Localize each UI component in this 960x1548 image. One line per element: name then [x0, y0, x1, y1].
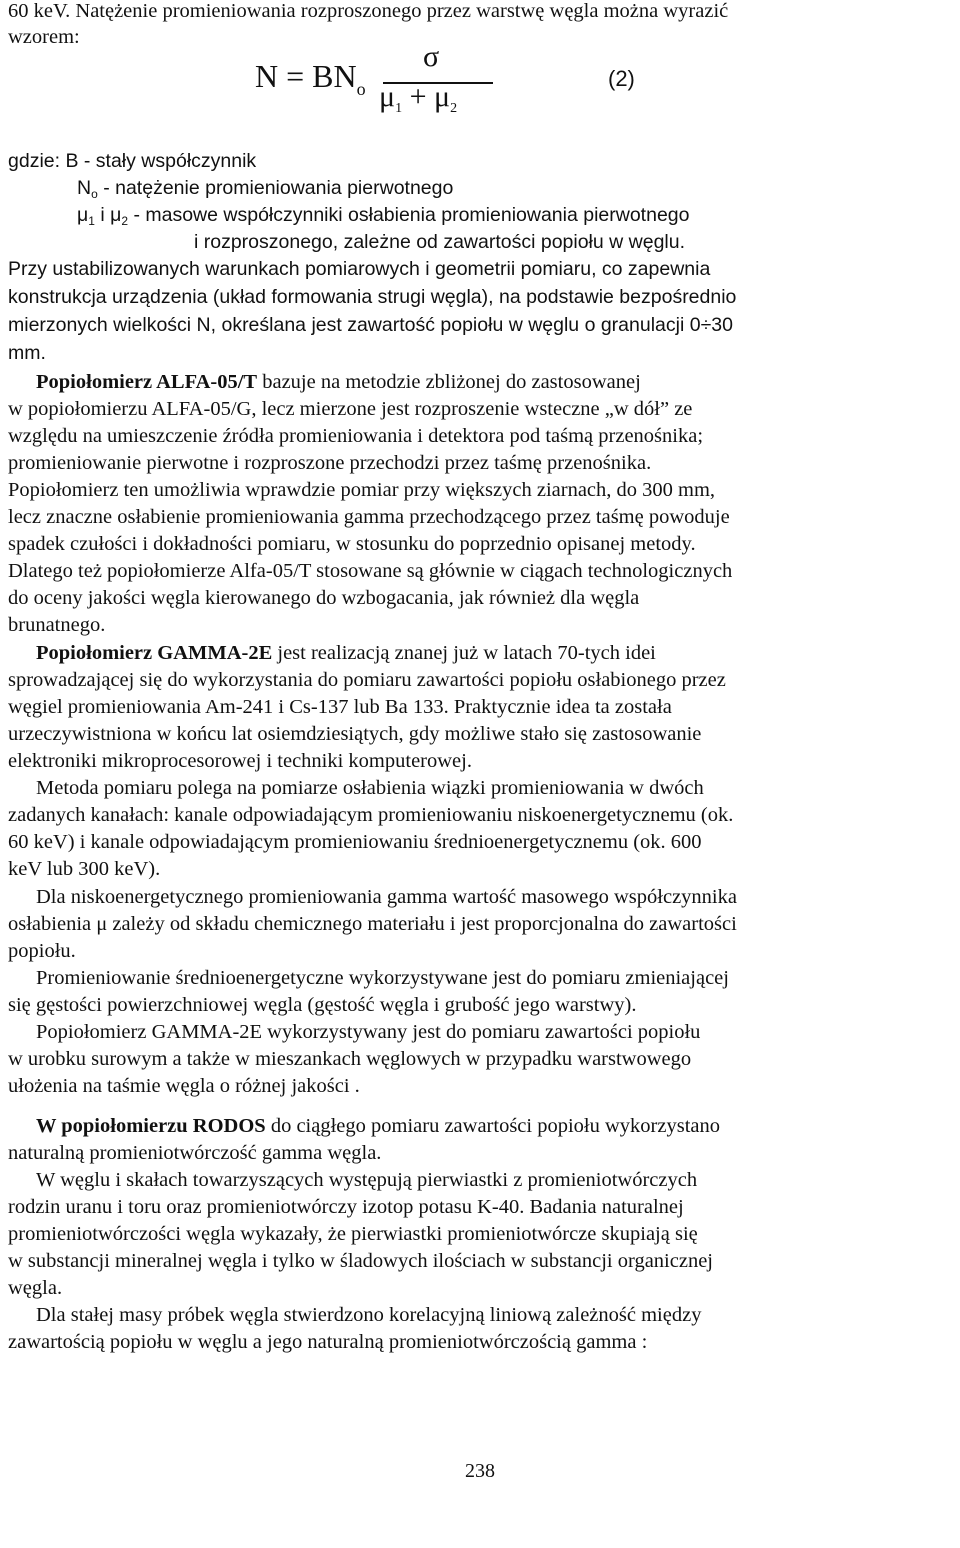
alfa-line: Dlatego też popiołomierze Alfa-05/T stosowane są głównie w ciągach technologicznych — [8, 560, 733, 582]
gamma-line: się gęstości powierzchniowej węgla (gęstość węgla i grubość jego warstwy). — [8, 994, 637, 1016]
legend-mu-cont: i rozproszonego, zależne od zawartości popiołu w węglu. — [194, 231, 686, 253]
para-line: konstrukcja urządzenia (układ formowania strugi węgla), na podstawie bezpośrednio — [8, 286, 737, 308]
alfa-line: brunatnego. — [8, 614, 106, 636]
intro-line-1: 60 keV. Natężenie promieniowania rozproszonego przez warstwę węgla można wyrazić — [8, 0, 729, 22]
rodos-line: Dla stałej masy próbek węgla stwierdzono korelacyjną liniową zależność między — [36, 1304, 702, 1326]
rodos-line: zawartością popiołu w węglu a jego naturalną promieniotwórczością gamma : — [8, 1331, 648, 1353]
gamma-heading-line: Popiołomierz GAMMA-2E jest realizacją znanej już w latach 70-tych idei — [36, 642, 656, 664]
equation-number: (2) — [608, 66, 635, 91]
alfa-line: lecz znaczne osłabienie promieniowania gamma przechodzącego przez taśmę powoduje — [8, 506, 730, 528]
gamma-line: w urobku surowym a także w mieszankach węglowych w przypadku warstwowego — [8, 1048, 692, 1070]
alfa-line: promieniowanie pierwotne i rozproszone przechodzi przez taśmę przenośnika. — [8, 452, 652, 474]
formula-numerator: σ — [423, 40, 440, 73]
alfa-line: spadek czułości i dokładności pomiaru, w stosunku do poprzednio opisanej metody. — [8, 533, 696, 555]
gamma-line: popiołu. — [8, 940, 76, 962]
gamma-bold: Popiołomierz GAMMA-2E — [36, 642, 273, 664]
para-line: mierzonych wielkości N, określana jest zawartość popiołu w węglu o granulacji 0÷30 — [8, 314, 733, 336]
gamma-line: sprowadzającej się do wykorzystania do pomiaru zawartości popiołu osłabionego przez — [8, 669, 726, 691]
rodos-line: promieniotwórczości węgla wykazały, że pierwiastki promieniotwórcze skupiają się — [8, 1223, 698, 1245]
alfa-line: Popiołomierz ten umożliwia wprawdzie pomiar przy większych ziarnach, do 300 mm, — [8, 479, 716, 501]
gamma-line: keV lub 300 keV). — [8, 858, 161, 880]
intro-line-2: wzorem: — [8, 26, 80, 48]
alfa-line: w popiołomierzu ALFA-05/G, lecz mierzone jest rozproszenie wsteczne „w dół” ze — [8, 398, 693, 420]
para-line: Przy ustabilizowanych warunkach pomiarowych i geometrii pomiaru, co zapewnia — [8, 258, 711, 280]
legend-b: gdzie: B - stały współczynnik — [8, 150, 257, 172]
gamma-line: zadanych kanałach: kanale odpowiadającym promieniowaniu niskoenergetycznemu (ok. — [8, 804, 734, 826]
rodos-heading-line: W popiołomierzu RODOS do ciągłego pomiaru zawartości popiołu wykorzystano — [36, 1115, 720, 1137]
formula-lhs: $N = BN_o$ — [255, 58, 366, 99]
para-line: mm. — [8, 342, 46, 364]
rodos-line: naturalną promieniotwórczość gamma węgla. — [8, 1142, 382, 1164]
formula-2 — [255, 40, 715, 116]
formula-denominator: $\mu_1 + \mu_2$ — [379, 80, 458, 116]
legend-mu: $\mu_1$ i $\mu_2$ - masowe współczynniki osłabienia promieniowania pierwotnego — [77, 204, 690, 228]
gamma-line: 60 keV) i kanale odpowiadającym promieniowaniu średnioenergetycznemu (ok. 600 — [8, 831, 702, 853]
rodos-line: węgla. — [8, 1277, 63, 1299]
rodos-bold: W popiołomierzu RODOS — [36, 1115, 266, 1137]
gamma-line: Dla niskoenergetycznego promieniowania gamma wartość masowego współczynnika — [36, 886, 737, 908]
alfa-bold: Popiołomierz ALFA-05/T — [36, 371, 258, 393]
gamma-line: węgiel promieniowania Am-241 i Cs-137 lub Ba 133. Praktycznie idea ta została — [8, 696, 672, 718]
legend-n: $N_o$ - natężenie promieniowania pierwotnego — [77, 177, 454, 201]
alfa-line: względu na umieszczenie źródła promieniowania i detektora pod taśmą przenośnika; — [8, 425, 704, 447]
gamma-line: osłabienia μ zależy od składu chemicznego materiału i jest proporcjonalna do zawartości — [8, 913, 737, 935]
gamma-line: Popiołomierz GAMMA-2E wykorzystywany jest do pomiaru zawartości popiołu — [36, 1021, 701, 1043]
alfa-heading-line: Popiołomierz ALFA-05/T bazuje na metodzie zbliżonej do zastosowanej — [36, 371, 641, 393]
gamma-line: ułożenia na taśmie węgla o różnej jakości . — [8, 1075, 360, 1097]
gamma-line: urzeczywistniona w końcu lat osiemdziesiątych, gdy możliwe stało się zastosowanie — [8, 723, 702, 745]
rodos-line: rodzin uranu i toru oraz promieniotwórczy izotop potasu K-40. Badania naturalnej — [8, 1196, 684, 1218]
rodos-line: W węglu i skałach towarzyszących występują pierwiastki z promieniotwórczych — [36, 1169, 698, 1191]
gamma-line: Metoda pomiaru polega na pomiarze osłabienia wiązki promieniowania w dwóch — [36, 777, 704, 799]
gamma-line: Promieniowanie średnioenergetyczne wykorzystywane jest do pomiaru zmieniającej — [36, 967, 729, 989]
alfa-line: do oceny jakości węgla kierowanego do wzbogacania, jak również dla węgla — [8, 587, 640, 609]
rodos-line: w substancji mineralnej węgla i tylko w śladowych ilościach w substancji organicznej — [8, 1250, 713, 1272]
page-number: 238 — [465, 1460, 495, 1482]
gamma-line: elektroniki mikroprocesorowej i techniki komputerowej. — [8, 750, 472, 772]
